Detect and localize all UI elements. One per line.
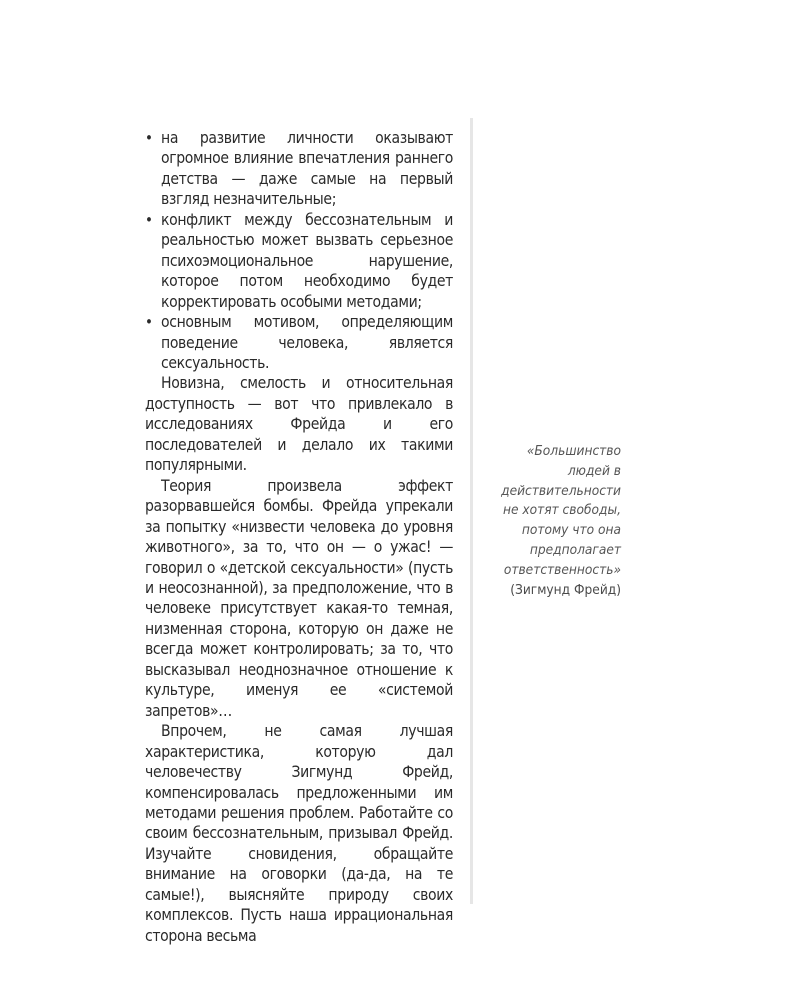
bullet-icon: • [145, 210, 153, 229]
bullet-text: на развитие личности оказывают огромное влияние впечатления раннего детства — даже самые на первый взгляд незначительные; [161, 129, 453, 209]
bullet-item [145, 312, 453, 373]
paragraph: Теория произвела эффект разорвавшейся бомбы. Фрейда упрекали за попытку «низвести человека до уровня животного», за то, что он — о ужас! — говорил о «детской сексуальности» (пусть и неосознанной), за предположение, что в человеке присутствует какая-то темная, низменная сторона, которую он даже не всегда может контролировать; за то, что высказывал неоднозначное отношение к культуре, именуя ее «системой запретов»… [145, 476, 453, 720]
main-text-column [145, 128, 453, 946]
bullet-icon: • [145, 129, 153, 147]
bullet-item [145, 128, 453, 210]
bullet-text: конфликт между бессознательным и реальностью может вызвать серьезное психоэмоциональное нарушение, которое потом необходимо будет корректировать особыми методами; [161, 210, 453, 311]
bullet-list [145, 128, 453, 373]
quote-text: «Большинство людей в действительности не хотят свободы, потому что она предполагает ответственность» [501, 443, 621, 578]
paragraph: Новизна, смелость и относительная доступность — вот что привлекало в исследованиях Фрейда и его последователей и делало их такими популярными. [145, 374, 453, 475]
margin-divider [470, 118, 473, 904]
bullet-icon: • [145, 313, 153, 332]
quote-author: (Зигмунд Фрейд) [510, 581, 621, 598]
bullet-item [145, 210, 453, 312]
bullet-text: основным мотивом, определяющим поведение человека, является сексуальность. [161, 313, 453, 372]
sidebar-quote [489, 442, 621, 600]
paragraph: Впрочем, не самая лучшая характеристика, которую дал человечеству Зигмунд Фрейд, компенсировалась предложенными им методами решения проблем. Работайте со своим бессознательным, призывал Фрейд. Изучайте сновидения, обращайте внимание на оговорки (да-да, на те самые!), выясняйте природу своих комплексов. Пусть наша иррациональная сторона весьма [145, 722, 453, 945]
